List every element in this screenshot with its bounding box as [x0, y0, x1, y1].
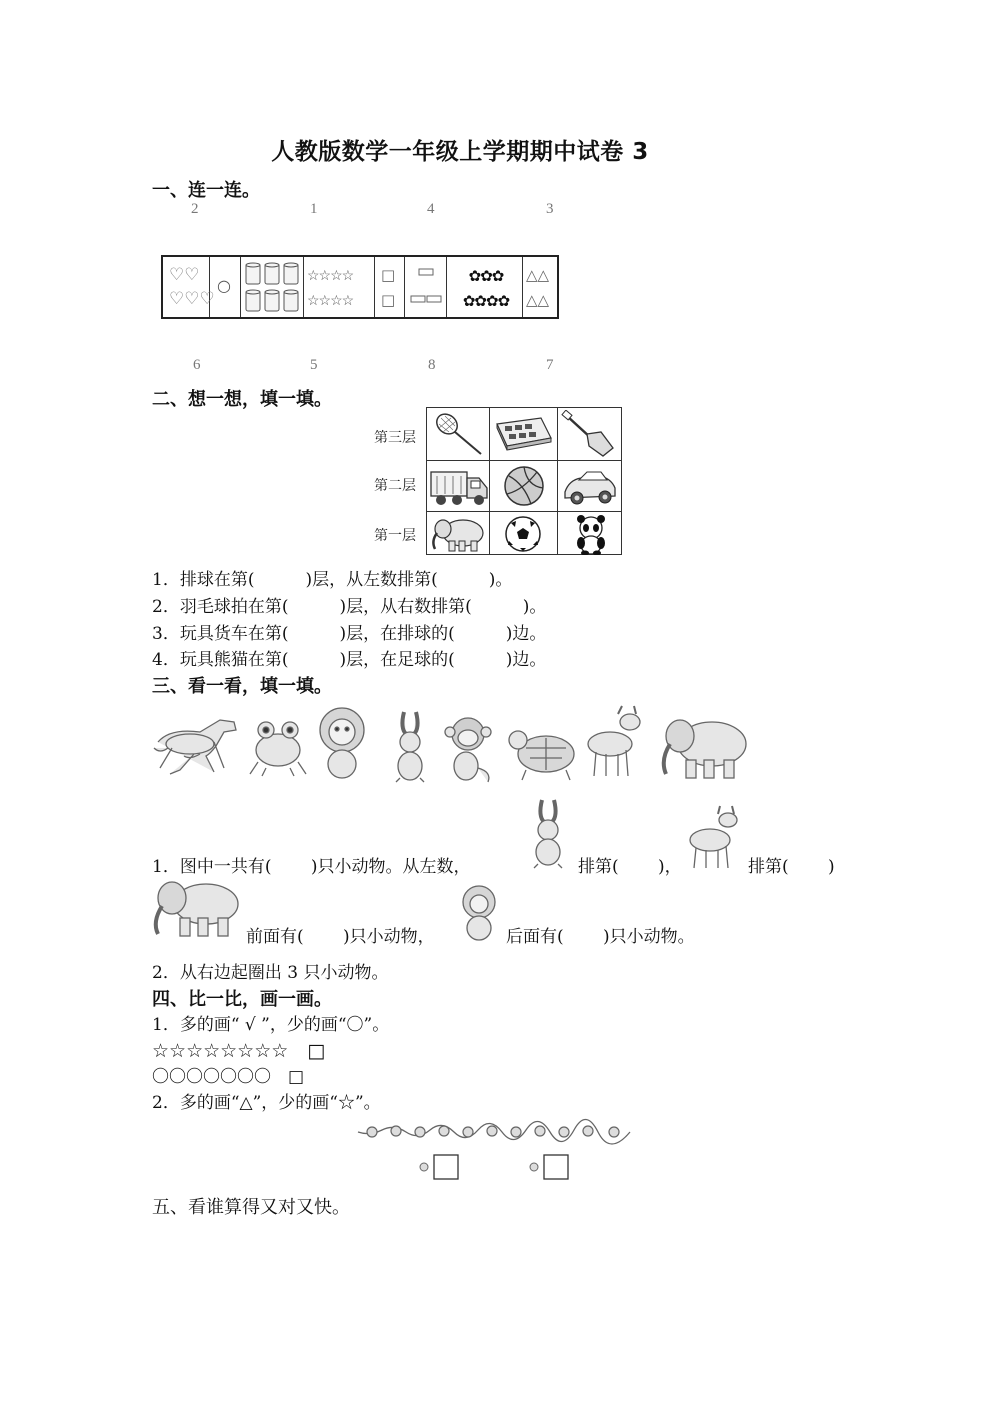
- animal-question-1a: 1．图中一共有( )只小动物。从左数，: [152, 857, 471, 877]
- turtle-icon: [509, 731, 574, 780]
- star-icon: ☆☆☆☆ ☆☆☆☆: [307, 268, 354, 309]
- triangle-icon: △△ △△: [526, 266, 550, 309]
- top-number: 4: [427, 201, 435, 217]
- horse-icon: [154, 720, 236, 774]
- shelf-label: 第三层: [374, 430, 416, 446]
- goat-icon: [588, 706, 640, 776]
- page-title: 人教版数学一年级上学期期中试卷 3: [271, 139, 649, 165]
- section1-heading: 一、连一连。: [152, 180, 260, 201]
- rabbit-icon: [396, 712, 424, 782]
- soccer-ball-icon: [503, 515, 543, 553]
- heart-icon: ♡♡ ♡♡♡: [169, 265, 215, 309]
- section4-heading: 四、比一比，画一画。: [152, 989, 332, 1010]
- goat-icon: [686, 802, 742, 870]
- top-number: 2: [191, 201, 199, 217]
- bottom-number: 5: [310, 357, 318, 373]
- circle-icon: ○: [217, 276, 231, 295]
- elephant-icon: [429, 515, 489, 553]
- animal-question-2: 2．从右边起圈出 3 只小动物。: [152, 963, 389, 983]
- shelf-question: 4．玩具熊猫在第( )层，在足球的( )边。: [152, 650, 547, 670]
- bead-string: [356, 1118, 632, 1146]
- section5-heading: 五、看谁算得又对又快。: [152, 1197, 350, 1218]
- flower-icon: ✿✿✿ ✿✿✿✿: [462, 267, 510, 310]
- animal-question-1d: 前面有( )只小动物，: [246, 927, 435, 947]
- animal-question-1c: 排第( ): [748, 857, 835, 877]
- shelf-grid: [426, 407, 622, 555]
- shelf-label: 第一层: [374, 528, 416, 544]
- compare-question-1: 1．多的画“ √ ”，少的画“〇”。: [152, 1015, 390, 1035]
- answer-boxes: [416, 1152, 576, 1182]
- lion-icon: [320, 708, 364, 778]
- toy-truck-icon: [429, 464, 489, 508]
- bottom-number: 7: [546, 357, 554, 373]
- square-icon: □ □: [381, 266, 396, 309]
- bottom-number: 6: [193, 357, 201, 373]
- rabbit-icon: [522, 796, 572, 872]
- compare-question-2: 2．多的画“△”，少的画“☆”。: [152, 1093, 381, 1113]
- shelf-label: 第二层: [374, 478, 416, 494]
- animal-question-1b: 排第( )，: [578, 857, 682, 877]
- stars-row: ☆☆☆☆☆☆☆☆ □: [152, 1040, 326, 1062]
- shelf-question: 2．羽毛球拍在第( )层，从右数排第( )。: [152, 597, 547, 617]
- shovel-icon: [561, 410, 619, 458]
- top-number: 1: [310, 201, 318, 217]
- section2-heading: 二、想一想，填一填。: [152, 389, 332, 410]
- matching-table: [161, 255, 559, 319]
- animal-question-1e: 后面有( )只小动物。: [506, 927, 695, 947]
- elephant-icon: [664, 720, 746, 778]
- bottom-number: 8: [428, 357, 436, 373]
- panda-icon: [567, 513, 615, 555]
- circles-row: 〇〇〇〇〇〇〇 □: [152, 1067, 305, 1087]
- frog-icon: [250, 722, 306, 776]
- shelf-question: 1．排球在第( )层，从左数排第( )。: [152, 570, 513, 590]
- rectangle-icon: [407, 263, 445, 313]
- lion-icon: [456, 884, 502, 942]
- calculator-icon: [493, 414, 555, 454]
- top-number: 3: [546, 201, 554, 217]
- volleyball-icon: [501, 464, 547, 508]
- elephant-icon: [148, 874, 246, 940]
- badminton-racket-icon: [431, 410, 487, 458]
- shelf-question: 3．玩具货车在第( )层，在排球的( )边。: [152, 624, 547, 644]
- monkey-icon: [445, 718, 491, 782]
- toy-car-icon: [561, 466, 619, 508]
- cup-icon: [243, 260, 301, 316]
- section3-heading: 三、看一看，填一填。: [152, 676, 332, 697]
- animal-row: [150, 698, 760, 784]
